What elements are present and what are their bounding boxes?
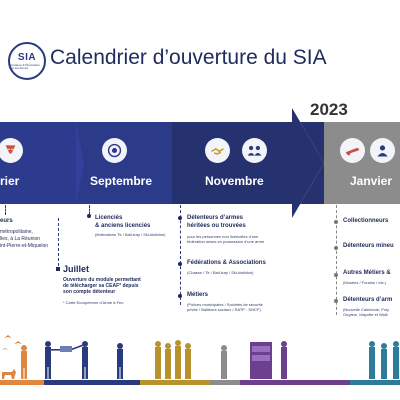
- col2-item3-head: Métiers: [187, 292, 209, 298]
- bird-icon: [2, 335, 22, 350]
- col0-line-3: int-Pierre-et-Miquelon: [0, 243, 49, 249]
- group-icon: [242, 138, 267, 163]
- rifle-icon: [340, 138, 365, 163]
- footer-silhouettes: [0, 328, 400, 400]
- col2-item1-head-2: héritées ou trouvées: [187, 223, 246, 229]
- col2-dot-3: [178, 294, 182, 298]
- col0-head: eurs: [0, 218, 13, 224]
- interval-1-bg: [76, 122, 172, 204]
- col1-head-2: & anciens licenciés: [95, 223, 151, 229]
- page-title: Calendrier d’ouverture du SIA: [50, 46, 327, 69]
- col3-item4-note-1: (Nouvelle Calédonie, Poly: [343, 307, 390, 312]
- col3-dot-2: [334, 246, 338, 250]
- col1-note-1: (fédérations Tir / Ball-trap / Ski-biathlon): [95, 232, 166, 237]
- sia-logo: [8, 42, 46, 80]
- people-icon: [221, 345, 227, 379]
- ceaf-footnote: * Carte Européenne d’Arme à Feu: [63, 300, 124, 305]
- col2-item1-head-1: Détenteurs d’armes: [187, 215, 244, 221]
- interval-0-bg: [0, 122, 76, 204]
- interval-2-label: Novembre: [205, 174, 264, 188]
- col3-item1: Collectionneurs: [343, 218, 389, 224]
- juillet-line-3: son compte détenteur: [63, 289, 116, 295]
- footer-segment-navy: [44, 380, 140, 385]
- col3-dot-3: [334, 273, 338, 277]
- col3-item4: Détenteurs d’arm: [343, 297, 393, 303]
- footer-segment-gold: [140, 380, 210, 385]
- interval-3-bg: [324, 122, 400, 204]
- juillet-marker: [56, 267, 60, 271]
- hunter-icon: [2, 345, 27, 379]
- col0-connector: [5, 205, 6, 215]
- col1-head-1: Licenciés: [95, 215, 123, 221]
- group-silhouette-icon: [155, 340, 191, 379]
- shooting-target-icon: [102, 138, 127, 163]
- group-icon: [370, 138, 395, 163]
- year-label: 2023: [310, 100, 348, 119]
- interval-0-label: rier: [0, 174, 20, 188]
- col3-dot-1: [334, 220, 338, 224]
- col1-connector-left: [58, 218, 59, 266]
- col2-item2-head: Fédérations & Associations: [187, 260, 266, 266]
- interval-2-bg: [172, 122, 294, 204]
- col2-item3-note-2: privée / Bailleurs sociaux / RATP - SNCF): [187, 307, 261, 312]
- shooter-icon: [45, 341, 123, 379]
- footer-segment-orange: [0, 380, 44, 385]
- footer-segment-teal: [350, 380, 400, 385]
- juillet-head: Juillet: [63, 264, 90, 274]
- interval-3-label: Janvier: [350, 174, 393, 188]
- col2-dot-1: [178, 216, 182, 220]
- footer-segment-purple: [240, 380, 350, 385]
- handshake-icon: [205, 138, 230, 163]
- col3-item4-note-2: Guyane, Mayotte et Walli: [343, 312, 388, 317]
- logo-subtext: Système d'Information sur les Armes: [10, 63, 40, 70]
- col2-item1-note-1: pour les personnes non licenciées d’une: [187, 234, 259, 239]
- col0-line-1: métropolitaine,: [0, 229, 33, 235]
- display-cabinet-icon: [250, 341, 287, 379]
- people-teal-icon: [369, 341, 399, 379]
- logo-text: SIA: [17, 52, 37, 63]
- col1-dot: [87, 214, 91, 218]
- col3-item2: Détenteurs mineu: [343, 243, 394, 249]
- juillet-line-1: Ouverture du module permettant: [63, 277, 141, 283]
- col0-line-2: lles, à La Réunion: [0, 236, 41, 242]
- col2-item3-note-1: (Polices municipales / Sociétés de sécurité: [187, 302, 263, 307]
- timeline-band: [0, 108, 400, 218]
- interval-1-label: Septembre: [90, 174, 153, 188]
- footer-segment-gray: [210, 380, 240, 385]
- col2-connector: [180, 205, 181, 305]
- col3-item3-note: (Musées / Forains / etc.): [343, 280, 387, 285]
- col2-dot-2: [178, 262, 182, 266]
- col3-item3: Autres Métiers &: [343, 270, 391, 276]
- col2-item2-note: (Chasse / Tir / Ball-trap / Ski-biathlon): [187, 270, 254, 275]
- col2-item1-note-2: fédération mises en possession d’une arme: [187, 239, 265, 244]
- target-board-icon: [60, 346, 72, 352]
- juillet-line-2: de télécharger sa CEAF* depuis: [63, 283, 139, 289]
- col3-dot-4: [334, 299, 338, 303]
